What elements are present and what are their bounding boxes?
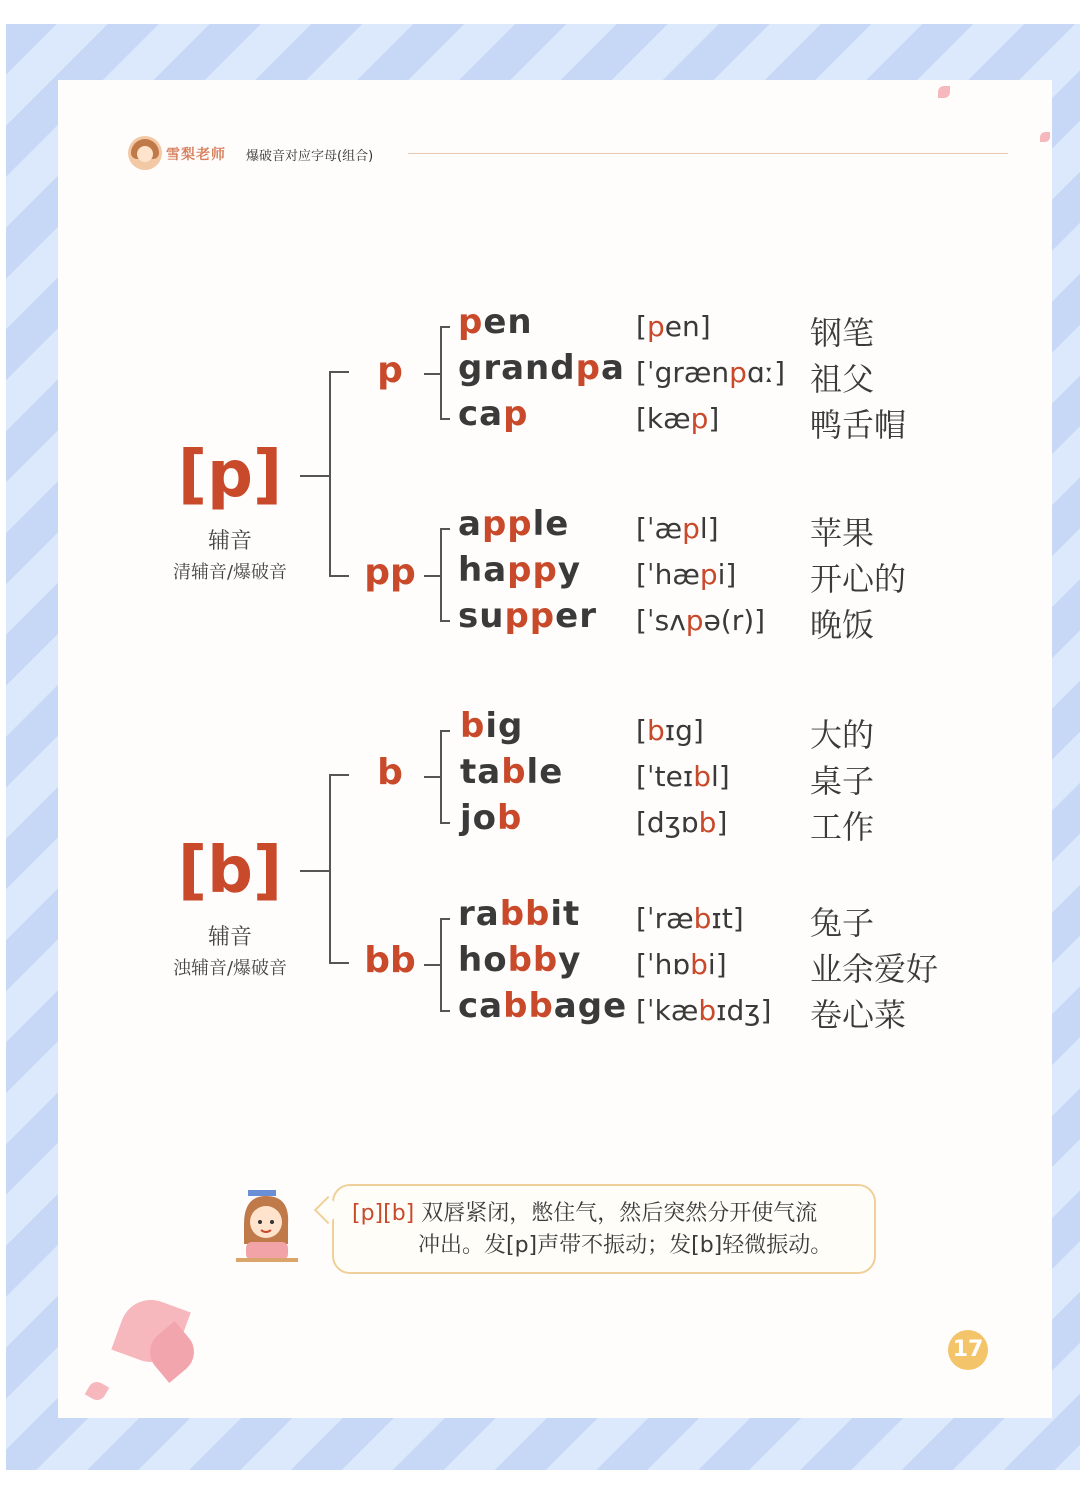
tree-connector [329, 371, 349, 373]
meaning-cap: 鸭舌帽 [810, 406, 907, 444]
tree-connector [300, 870, 330, 872]
petal-decoration [938, 86, 950, 98]
ipa-hobby: [ˈhɒbi] [636, 948, 727, 981]
ipa-pen: [pen] [636, 310, 711, 343]
word-supper: supper [458, 596, 597, 636]
ipa-rabbit: [ˈræbɪt] [636, 902, 744, 935]
tree-connector [329, 774, 331, 964]
branch-letter-p: p [377, 350, 403, 391]
word-apple: apple [458, 504, 570, 544]
tree-connector [329, 774, 349, 776]
tree-connector [440, 326, 450, 328]
ipa-grandpa: [ˈgrænpɑː] [636, 356, 786, 389]
page-header [128, 136, 1038, 170]
tree-connector [440, 528, 450, 530]
page-number: 17 [948, 1330, 988, 1370]
phoneme-b: [b] [177, 834, 283, 908]
tree-connector [329, 575, 349, 577]
meaning-apple: 苹果 [810, 514, 875, 552]
tree-connector [440, 418, 450, 420]
meaning-grandpa: 祖父 [810, 360, 875, 398]
meaning-rabbit: 兔子 [810, 904, 875, 942]
phoneme-p: [p] [177, 438, 283, 512]
header-divider [408, 153, 1008, 154]
branch-letter-bb: bb [364, 940, 416, 981]
ipa-supper: [ˈsʌpə(r)] [636, 604, 766, 637]
tree-connector [440, 326, 442, 420]
category-label: 辅音 [207, 925, 252, 950]
subcategory-label: 清辅音/爆破音 [172, 562, 288, 583]
branch-letter-pp: pp [364, 552, 416, 593]
word-cap: cap [458, 394, 529, 434]
petal-decoration [1040, 132, 1050, 142]
ipa-big: [bɪg] [636, 714, 704, 747]
meaning-supper: 晚饭 [810, 606, 875, 644]
word-happy: happy [458, 550, 582, 590]
teacher-girl-icon [234, 1190, 300, 1264]
meaning-cabbage: 卷心菜 [810, 996, 907, 1034]
tip-text-line2: 冲出。发[p]声带不振动；发[b]轻微振动。 [418, 1233, 833, 1258]
tree-connector [300, 475, 330, 477]
branch-letter-b: b [377, 752, 403, 793]
meaning-job: 工作 [810, 808, 875, 846]
word-cabbage: cabbage [458, 986, 628, 1026]
tree-connector [440, 730, 450, 732]
tree-connector [440, 620, 450, 622]
subcategory-label: 浊辅音/爆破音 [172, 958, 288, 979]
brand-logo: 雪梨老师 [166, 147, 226, 163]
ipa-apple: [ˈæpl] [636, 512, 719, 545]
word-job: job [460, 798, 523, 838]
word-grandpa: grandpa [458, 348, 625, 388]
ipa-happy: [ˈhæpi] [636, 558, 737, 591]
tree-connector [440, 918, 442, 1012]
page-title: 爆破音对应字母(组合) [246, 149, 374, 164]
tree-connector [440, 918, 450, 920]
tree-connector [329, 962, 349, 964]
word-hobby: hobby [458, 940, 582, 980]
ipa-cap: [kæp] [636, 402, 720, 435]
tip-text-line1: [p][b] 双唇紧闭，憋住气，然后突然分开使气流 [352, 1201, 818, 1226]
tree-connector [440, 528, 442, 622]
word-pen: pen [458, 302, 533, 342]
word-big: big [460, 706, 524, 746]
ipa-table: [ˈteɪbl] [636, 760, 730, 793]
meaning-happy: 开心的 [810, 560, 907, 598]
meaning-big: 大的 [810, 716, 875, 754]
meaning-hobby: 业余爱好 [810, 950, 939, 988]
category-label: 辅音 [207, 529, 252, 554]
ipa-job: [dʒɒb] [636, 806, 728, 839]
meaning-pen: 钢笔 [810, 314, 875, 352]
tree-connector [329, 371, 331, 577]
tree-connector [440, 1010, 450, 1012]
word-rabbit: rabbit [458, 894, 581, 934]
teacher-avatar-icon [128, 136, 162, 170]
ipa-cabbage: [ˈkæbɪdʒ] [636, 994, 772, 1027]
meaning-table: 桌子 [810, 762, 875, 800]
word-table: table [460, 752, 564, 792]
tree-connector [440, 730, 442, 824]
tree-connector [440, 822, 450, 824]
